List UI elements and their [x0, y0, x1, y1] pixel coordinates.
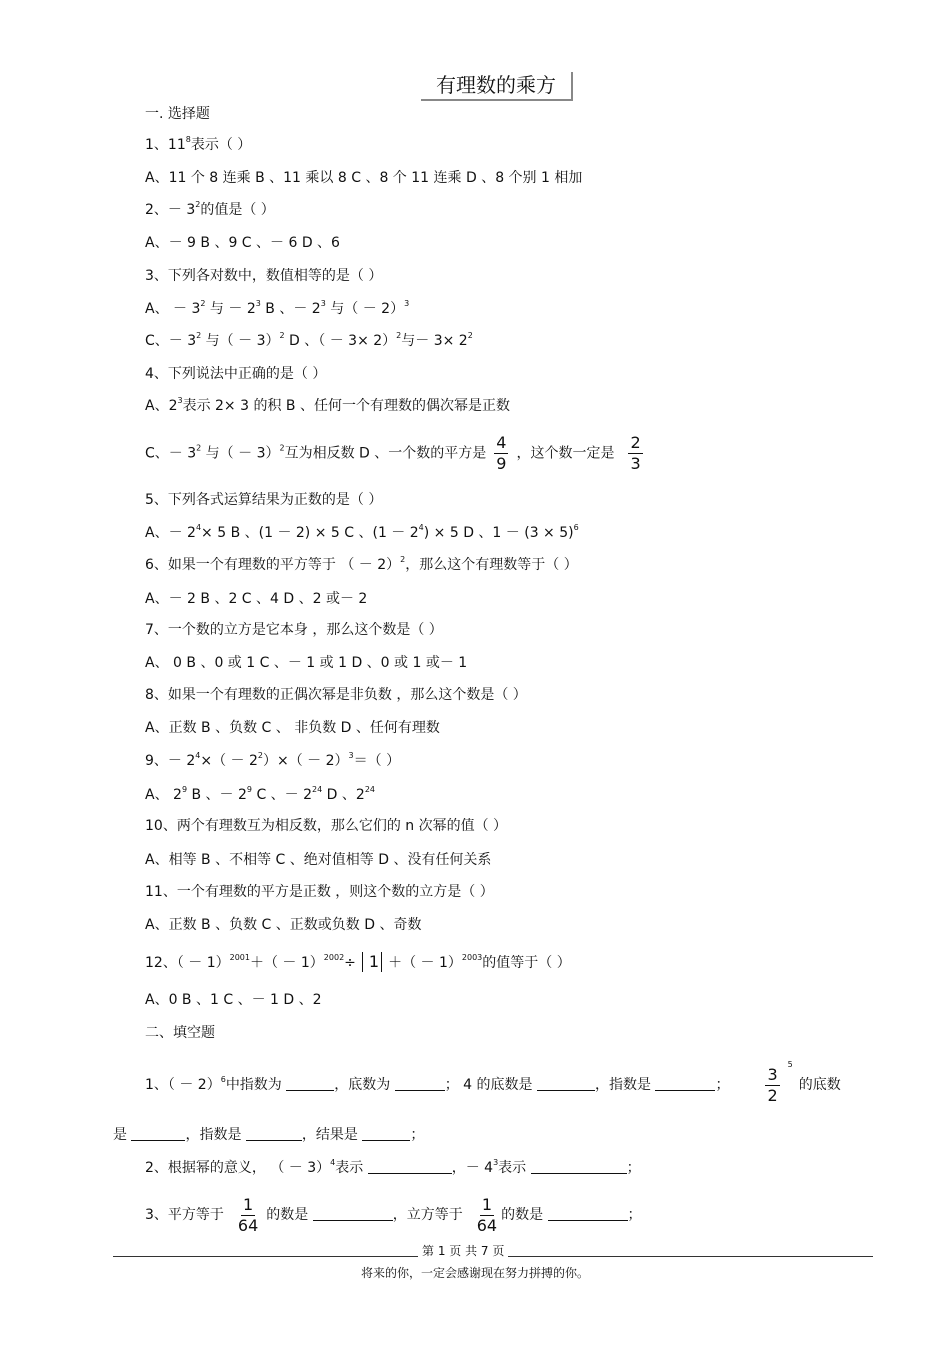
question-1-options: A、11 个 8 连乘 B 、11 乘以 8 C 、8 个 11 连乘 D 、8 个别 1 相加 [145, 170, 583, 186]
question-8: 8、如果一个有理数的正偶次幂是非负数 ，那么这个数是（ ） [145, 687, 527, 703]
answer-blank[interactable] [246, 1126, 302, 1141]
fraction-2-3: $\frac{2}{3}$ [630, 433, 641, 473]
question-3-options-ab: A、 － $3^2$ 与 － $2^3$ B 、－ $2^3$ 与（ － 2）$^3$ [145, 299, 410, 317]
question-7: 7、一个数的立方是它本身 ，那么这个数是（ ） [145, 622, 443, 638]
question-12-options: A、0 B 、1 C 、－ 1 D 、2 [145, 992, 322, 1008]
answer-blank[interactable] [531, 1159, 627, 1174]
question-1: 1、$11^8$表示（ ） [145, 135, 252, 153]
question-3: 3、下列各对数中，数值相等的是（ ） [145, 268, 383, 284]
question-5-options: A、－ $2^4\times 5$ B 、(1 － 2) × 5 C 、$(1 - 2^4) \times 5$ D 、$1 - (3 \times 5)^6$ [145, 523, 579, 541]
footer-motto: 将来的你，一定会感谢现在努力拼搏的你。 [360, 1266, 589, 1280]
question-4: 4、下列说法中正确的是（ ） [145, 366, 327, 382]
answer-blank[interactable] [537, 1076, 595, 1091]
question-8-options: A、正数 B 、负数 C 、 非负数 D 、任何有理数 [145, 720, 440, 736]
answer-blank[interactable] [131, 1126, 185, 1141]
fraction-1-64: $\frac{1}{64}$ [237, 1194, 259, 1235]
answer-blank[interactable] [655, 1076, 715, 1091]
fill-question-3: 3、平方等于 $\frac{1}{64}$ 的数是 ，立方等于 $\frac{1}{64}$ 的数是 ； [145, 1194, 642, 1235]
question-12: 12、（ － $1)^{2001}+( - 1)^{2002}\div 1$ ＋（ － 1）$^{2003}$的值等于（ ） [145, 952, 571, 971]
question-4-options-cd: C、－ $3^2$ 与（ － 3）$^2$互为相反数 D 、一个数的平方是 $\frac{4}{9}$ ，这个数一定是 $\frac{2}{3}$ [145, 433, 641, 473]
answer-blank[interactable] [313, 1206, 393, 1221]
answer-blank[interactable] [368, 1159, 452, 1174]
question-2: 2、－ $3^2$的值是（ ） [145, 200, 275, 218]
question-2-options: A、－ 9 B 、9 C 、－ 6 D 、6 [145, 235, 340, 251]
question-10-options: A、相等 B 、不相等 C 、绝对值相等 D 、没有任何关系 [145, 852, 492, 868]
question-6: 6、如果一个有理数的平方等于 （ － 2）$^2$，那么这个有理数等于（ ） [145, 555, 578, 573]
fill-question-1: 1、（ － 2）$^6$中指数为 ，底数为 ； 4 的底数是 ，指数是 ； $\frac{3}{2}$ $^5$的底数 [145, 1060, 841, 1105]
question-10: 10、两个有理数互为相反数，那么它们的 n 次幂的值（ ） [145, 818, 508, 834]
answer-blank[interactable] [286, 1076, 334, 1091]
fill-question-2: 2、根据幂的意义， （ － 3）$^4$表示 ，－ $4^3$表示 ； [145, 1158, 641, 1176]
question-7-options: A、 0 B 、0 或 1 C 、－ 1 或 1 D 、0 或 1 或－ 1 [145, 655, 468, 671]
question-9: 9、－ $2^4\times( - 2^2)\times( - 2)^3=$（ ） [145, 751, 401, 769]
section-fill-heading: 二、填空题 [145, 1025, 215, 1041]
fraction-4-9: $\frac{4}{9}$ [496, 433, 507, 473]
page-title: 有理数的乘方 [421, 72, 573, 101]
answer-blank[interactable] [395, 1076, 445, 1091]
question-5: 5、下列各式运算结果为正数的是（ ） [145, 492, 383, 508]
question-11-options: A、正数 B 、负数 C 、正数或负数 D 、奇数 [145, 917, 422, 933]
question-4-options-ab: A、$2^3$表示 2× 3 的积 B 、任何一个有理数的偶次幂是正数 [145, 396, 510, 414]
question-6-options: A、－ 2 B 、2 C 、4 D 、2 或－ 2 [145, 591, 368, 607]
answer-blank[interactable] [362, 1126, 410, 1141]
fraction-3-2: $\frac{3}{2}$ [767, 1064, 778, 1105]
fill-question-1-continued: 是 ，指数是 ，结果是 ； [113, 1127, 425, 1143]
question-3-options-cd: C、－ $3^2$ 与（ － 3）$^2$ D 、（ － 3× 2）$^2$与－ $3\times 2^2$ [145, 331, 473, 349]
question-11: 11、一个有理数的平方是正数 ，则这个数的立方是（ ） [145, 884, 494, 900]
answer-blank[interactable] [548, 1206, 628, 1221]
section-choice-heading: 一. 选择题 [145, 106, 210, 122]
page-number: 第 1 页 共 7 页 [418, 1244, 508, 1258]
fraction-1-64: $\frac{1}{64}$ [476, 1194, 498, 1235]
question-9-options: A、 $2^9$ B 、－ $2^9$ C 、－ $2^{24}$ D 、$2^{24}$ [145, 785, 376, 803]
